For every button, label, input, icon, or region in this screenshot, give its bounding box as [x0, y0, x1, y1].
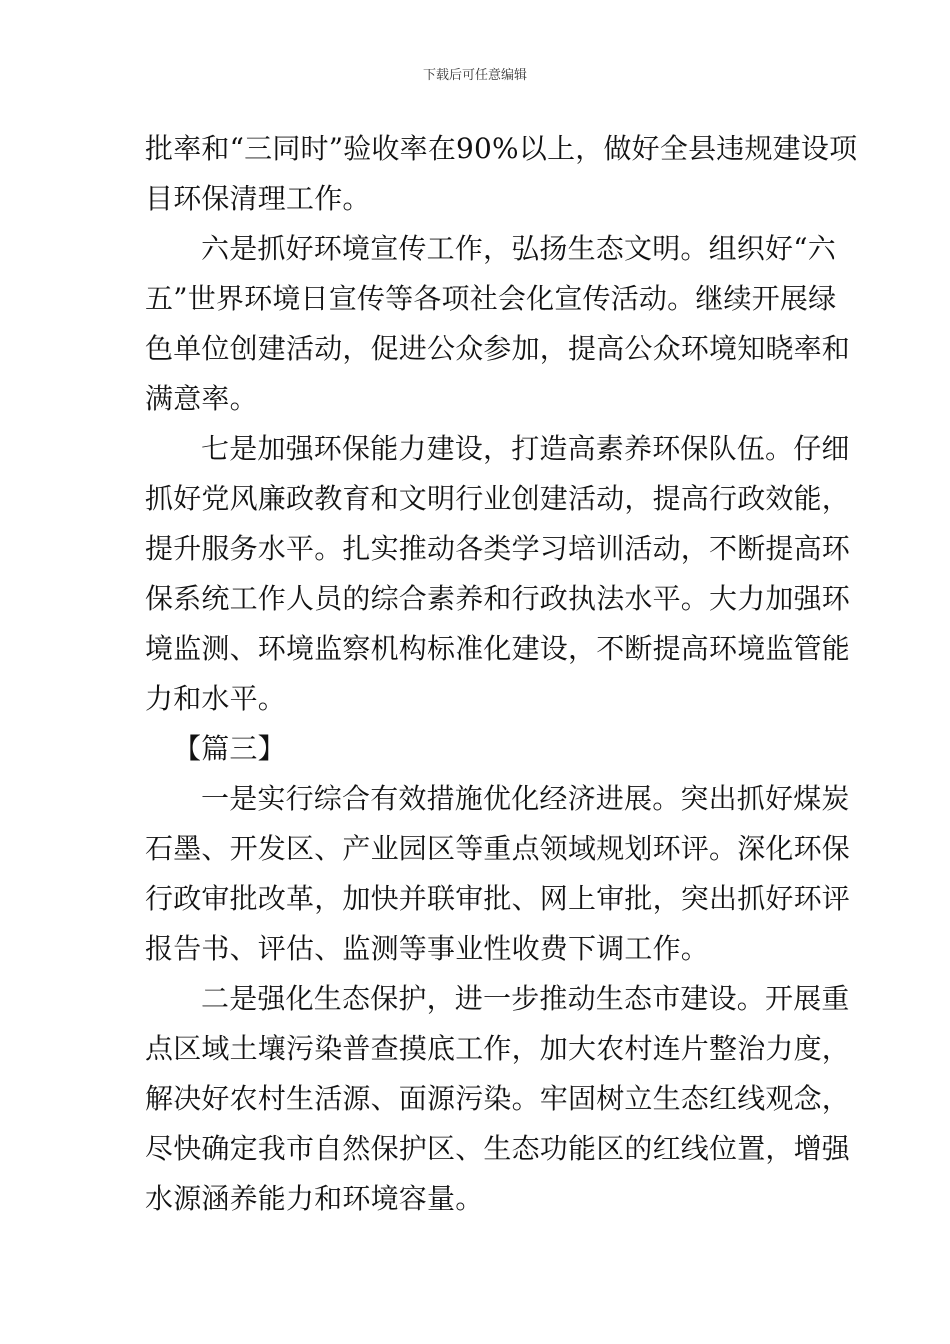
text-line: 提升服务水平。扎实推动各类学习培训活动，不断提高环 [145, 532, 851, 565]
text-line: 报告书、评估、监测等事业性收费下调工作。 [145, 932, 710, 965]
section-heading: 【篇三】 [173, 732, 286, 765]
text-line: 满意率。 [145, 382, 258, 415]
paragraph-start-line: 二是强化生态保护，进一步推动生态市建设。开展重 [201, 982, 850, 1015]
text-line: 批率和“三同时”验收率在90%以上，做好全县违规建设项 [145, 132, 858, 165]
text-line: 力和水平。 [145, 682, 287, 715]
text-line: 目环保清理工作。 [145, 182, 371, 215]
paragraph-start-line: 一是实行综合有效措施优化经济进展。突出抓好煤炭 [201, 782, 850, 815]
text-line: 行政审批改革，加快并联审批、网上审批，突出抓好环评 [145, 882, 851, 915]
page-header: 下载后可任意编辑 [422, 68, 527, 83]
text-line: 境监测、环境监察机构标准化建设，不断提高环境监管能 [145, 632, 851, 665]
text-line: 尽快确定我市自然保护区、生态功能区的红线位置，增强 [145, 1132, 851, 1165]
paragraph-start-line: 六是抓好环境宣传工作，弘扬生态文明。组织好“六 [201, 232, 836, 265]
text-line: 色单位创建活动，促进公众参加，提高公众环境知晓率和 [145, 332, 851, 365]
document-body [145, 124, 858, 1224]
text-line: 点区域土壤污染普查摸底工作，加大农村连片整治力度， [145, 1032, 851, 1065]
text-line: 水源涵养能力和环境容量。 [145, 1182, 484, 1215]
text-line: 抓好党风廉政教育和文明行业创建活动，提高行政效能， [145, 482, 851, 515]
text-line: 五”世界环境日宣传等各项社会化宣传活动。继续开展绿 [145, 282, 837, 315]
text-line: 石墨、开发区、产业园区等重点领域规划环评。深化环保 [145, 832, 851, 865]
paragraph-start-line: 七是加强环保能力建设，打造高素养环保队伍。仔细 [201, 432, 850, 465]
text-line: 解决好农村生活源、面源污染。牢固树立生态红线观念， [145, 1082, 851, 1115]
text-line: 保系统工作人员的综合素养和行政执法水平。大力加强环 [145, 582, 851, 615]
